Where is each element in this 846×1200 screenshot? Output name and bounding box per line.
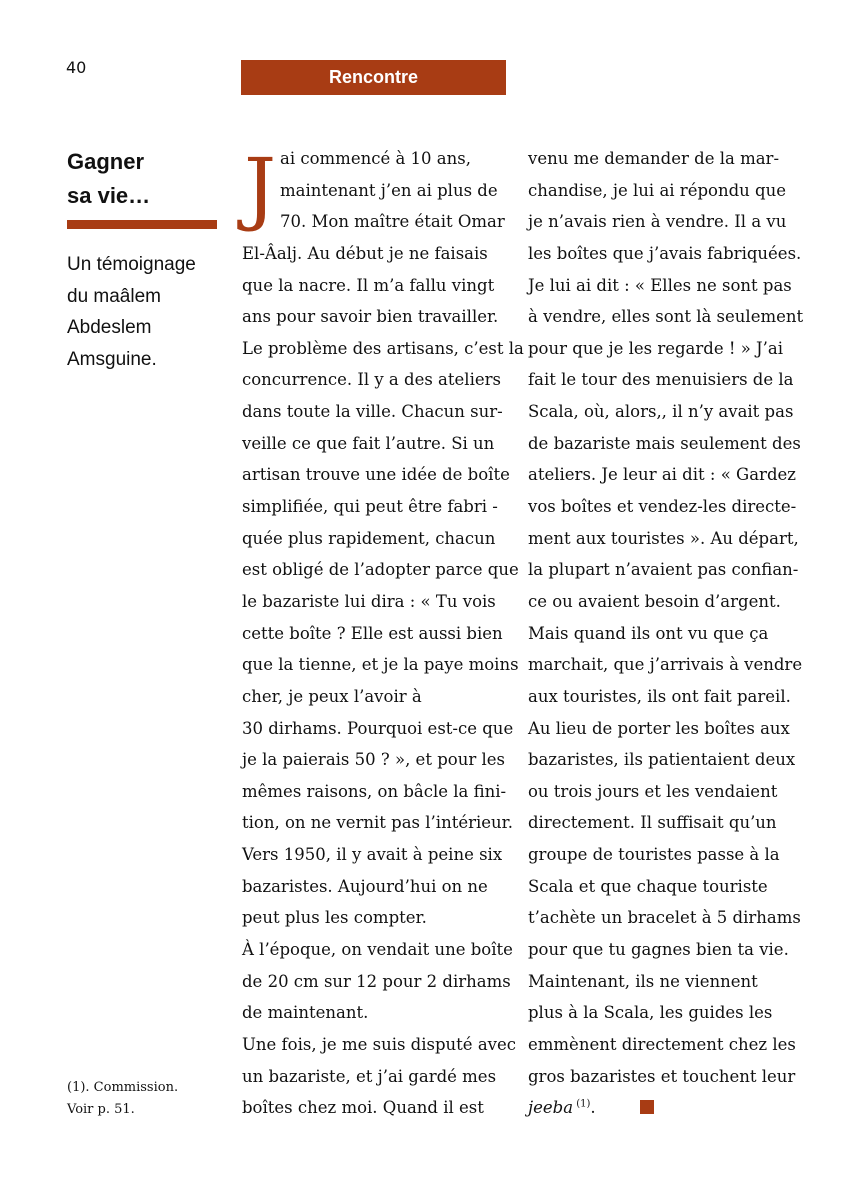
text-line: Scala et que chaque touriste	[528, 876, 768, 896]
text-line: plus à la Scala, les guides les	[528, 1003, 773, 1023]
text-line: t’achète un bracelet à 5 dirhams	[528, 908, 801, 928]
text-line: marchait, que j’arrivais à vendre	[528, 655, 803, 675]
subtitle-line: Amsguine.	[67, 348, 157, 370]
text-line: emmènent directement chez les	[528, 1034, 796, 1054]
article-column-2	[528, 143, 808, 1124]
text-line: aux touristes, ils ont fait pareil.	[528, 686, 791, 706]
text-line: fait le tour des menuisiers de la	[528, 370, 794, 390]
text-line: 70. Mon maître était Omar	[280, 212, 505, 232]
text-line: les boîtes que j’avais fabriquées.	[528, 243, 802, 263]
text-line: vos boîtes et vendez-les directe-	[528, 497, 797, 517]
sidebar-title-line: sa vie…	[67, 183, 151, 208]
text-line: À l’époque, on vendait une boîte	[242, 940, 513, 960]
text-line: est obligé de l’adopter parce que	[242, 560, 519, 580]
subtitle-line: Un témoignage	[67, 254, 196, 275]
text-line: concurrence. Il y a des ateliers	[242, 370, 501, 390]
text-line: que la tienne, et je la paye moins	[242, 655, 519, 675]
text-line: Maintenant, ils ne viennent	[528, 971, 758, 991]
footnote-line: (1). Commission.	[67, 1080, 179, 1095]
sidebar-title	[67, 145, 217, 213]
text-line: un bazariste, et j’ai gardé mes	[242, 1066, 497, 1086]
text-line: ateliers. Je leur ai dit : « Gardez	[528, 465, 796, 485]
text-line: je n’avais rien à vendre. Il a vu	[528, 212, 787, 232]
text-line: bazaristes. Aujourd’hui on ne	[242, 876, 488, 896]
text-line: de maintenant.	[242, 1003, 369, 1023]
article-column-1	[242, 143, 522, 1124]
text-line: de 20 cm sur 12 pour 2 dirhams	[242, 971, 511, 991]
text-line: cher, je peux l’avoir à	[242, 686, 422, 706]
text-line: ans pour savoir bien travailler.	[242, 307, 499, 327]
article-subtitle	[67, 249, 227, 375]
text-line: le bazariste lui dira : « Tu vois	[242, 591, 496, 611]
text-line: à vendre, elles sont là seulement	[528, 307, 804, 327]
text-line: je la paierais 50 ? », et pour les	[242, 750, 505, 770]
text-line: quée plus rapidement, chacun	[242, 528, 496, 548]
text-line: ou trois jours et les vendaient	[528, 781, 778, 801]
text-line: dans toute la ville. Chacun sur-	[242, 402, 503, 422]
text-line: maintenant j’en ai plus de	[280, 180, 498, 200]
text-line: Mais quand ils ont vu que ça	[528, 623, 769, 643]
footnote-line: Voir p. 51.	[67, 1102, 135, 1117]
text-line: peut plus les compter.	[242, 908, 427, 928]
text-line: Scala, où, alors,, il n’y avait pas	[528, 402, 794, 422]
text-line: boîtes chez moi. Quand il est	[242, 1098, 484, 1118]
text-line: venu me demander de la mar-	[528, 149, 780, 168]
footnote	[67, 1077, 227, 1121]
text-line: la plupart n’avaient pas confian-	[528, 560, 799, 580]
text-line: tion, on ne vernit pas l’intérieur.	[242, 813, 513, 833]
section-banner: Rencontre	[241, 60, 506, 95]
text-line: gros bazaristes et touchent leur	[528, 1066, 796, 1086]
text-line: pour que tu gagnes bien ta vie.	[528, 940, 789, 960]
text-line: ment aux touristes ». Au départ,	[528, 528, 799, 548]
text-line: Vers 1950, il y avait à peine six	[242, 845, 503, 865]
text-line: 30 dirhams. Pourquoi est-ce que	[242, 718, 514, 738]
drop-cap: J	[244, 141, 277, 234]
text-line: Au lieu de porter les boîtes aux	[528, 718, 790, 738]
sidebar-rule	[67, 220, 217, 229]
text-line: chandise, je lui ai répondu que	[528, 180, 786, 200]
text-line: artisan trouve une idée de boîte	[242, 465, 510, 485]
text-line: ce ou avaient besoin d’argent.	[528, 591, 781, 611]
text-line: veille ce que fait l’autre. Si un	[242, 433, 495, 453]
text-line: Le problème des artisans, c’est la	[242, 338, 524, 358]
text-line: que la nacre. Il m’a fallu vingt	[242, 275, 495, 295]
text-line: pour que je les regarde ! » J’ai	[528, 338, 784, 358]
subtitle-line: Abdeslem	[67, 317, 152, 338]
subtitle-line: du maâlem	[67, 285, 161, 307]
italic-term: jeeba	[528, 1098, 574, 1118]
page-number: 40	[66, 58, 87, 77]
final-punct: .	[590, 1098, 596, 1118]
text-line: mêmes raisons, on bâcle la fini-	[242, 781, 507, 801]
text-line: groupe de touristes passe à la	[528, 845, 780, 865]
text-line: cette boîte ? Elle est aussi bien	[242, 623, 503, 643]
text-line-final	[528, 1092, 808, 1124]
sidebar-title-line: Gagner	[67, 149, 145, 174]
text-line: bazaristes, ils patientaient deux	[528, 750, 796, 770]
end-of-article-square	[640, 1100, 654, 1114]
text-line: El-Âalj. Au début je ne faisais	[242, 243, 488, 263]
text-line: Une fois, je me suis disputé avec	[242, 1034, 516, 1054]
footnote-ref: (1)	[576, 1098, 591, 1110]
text-line: directement. Il suffisait qu’un	[528, 813, 777, 833]
text-line: ai commencé à 10 ans,	[280, 149, 471, 168]
text-line: de bazariste mais seulement des	[528, 433, 801, 453]
text-line: Je lui ai dit : « Elles ne sont pas	[528, 275, 792, 295]
text-line: simplifiée, qui peut être fabri -	[242, 497, 498, 517]
